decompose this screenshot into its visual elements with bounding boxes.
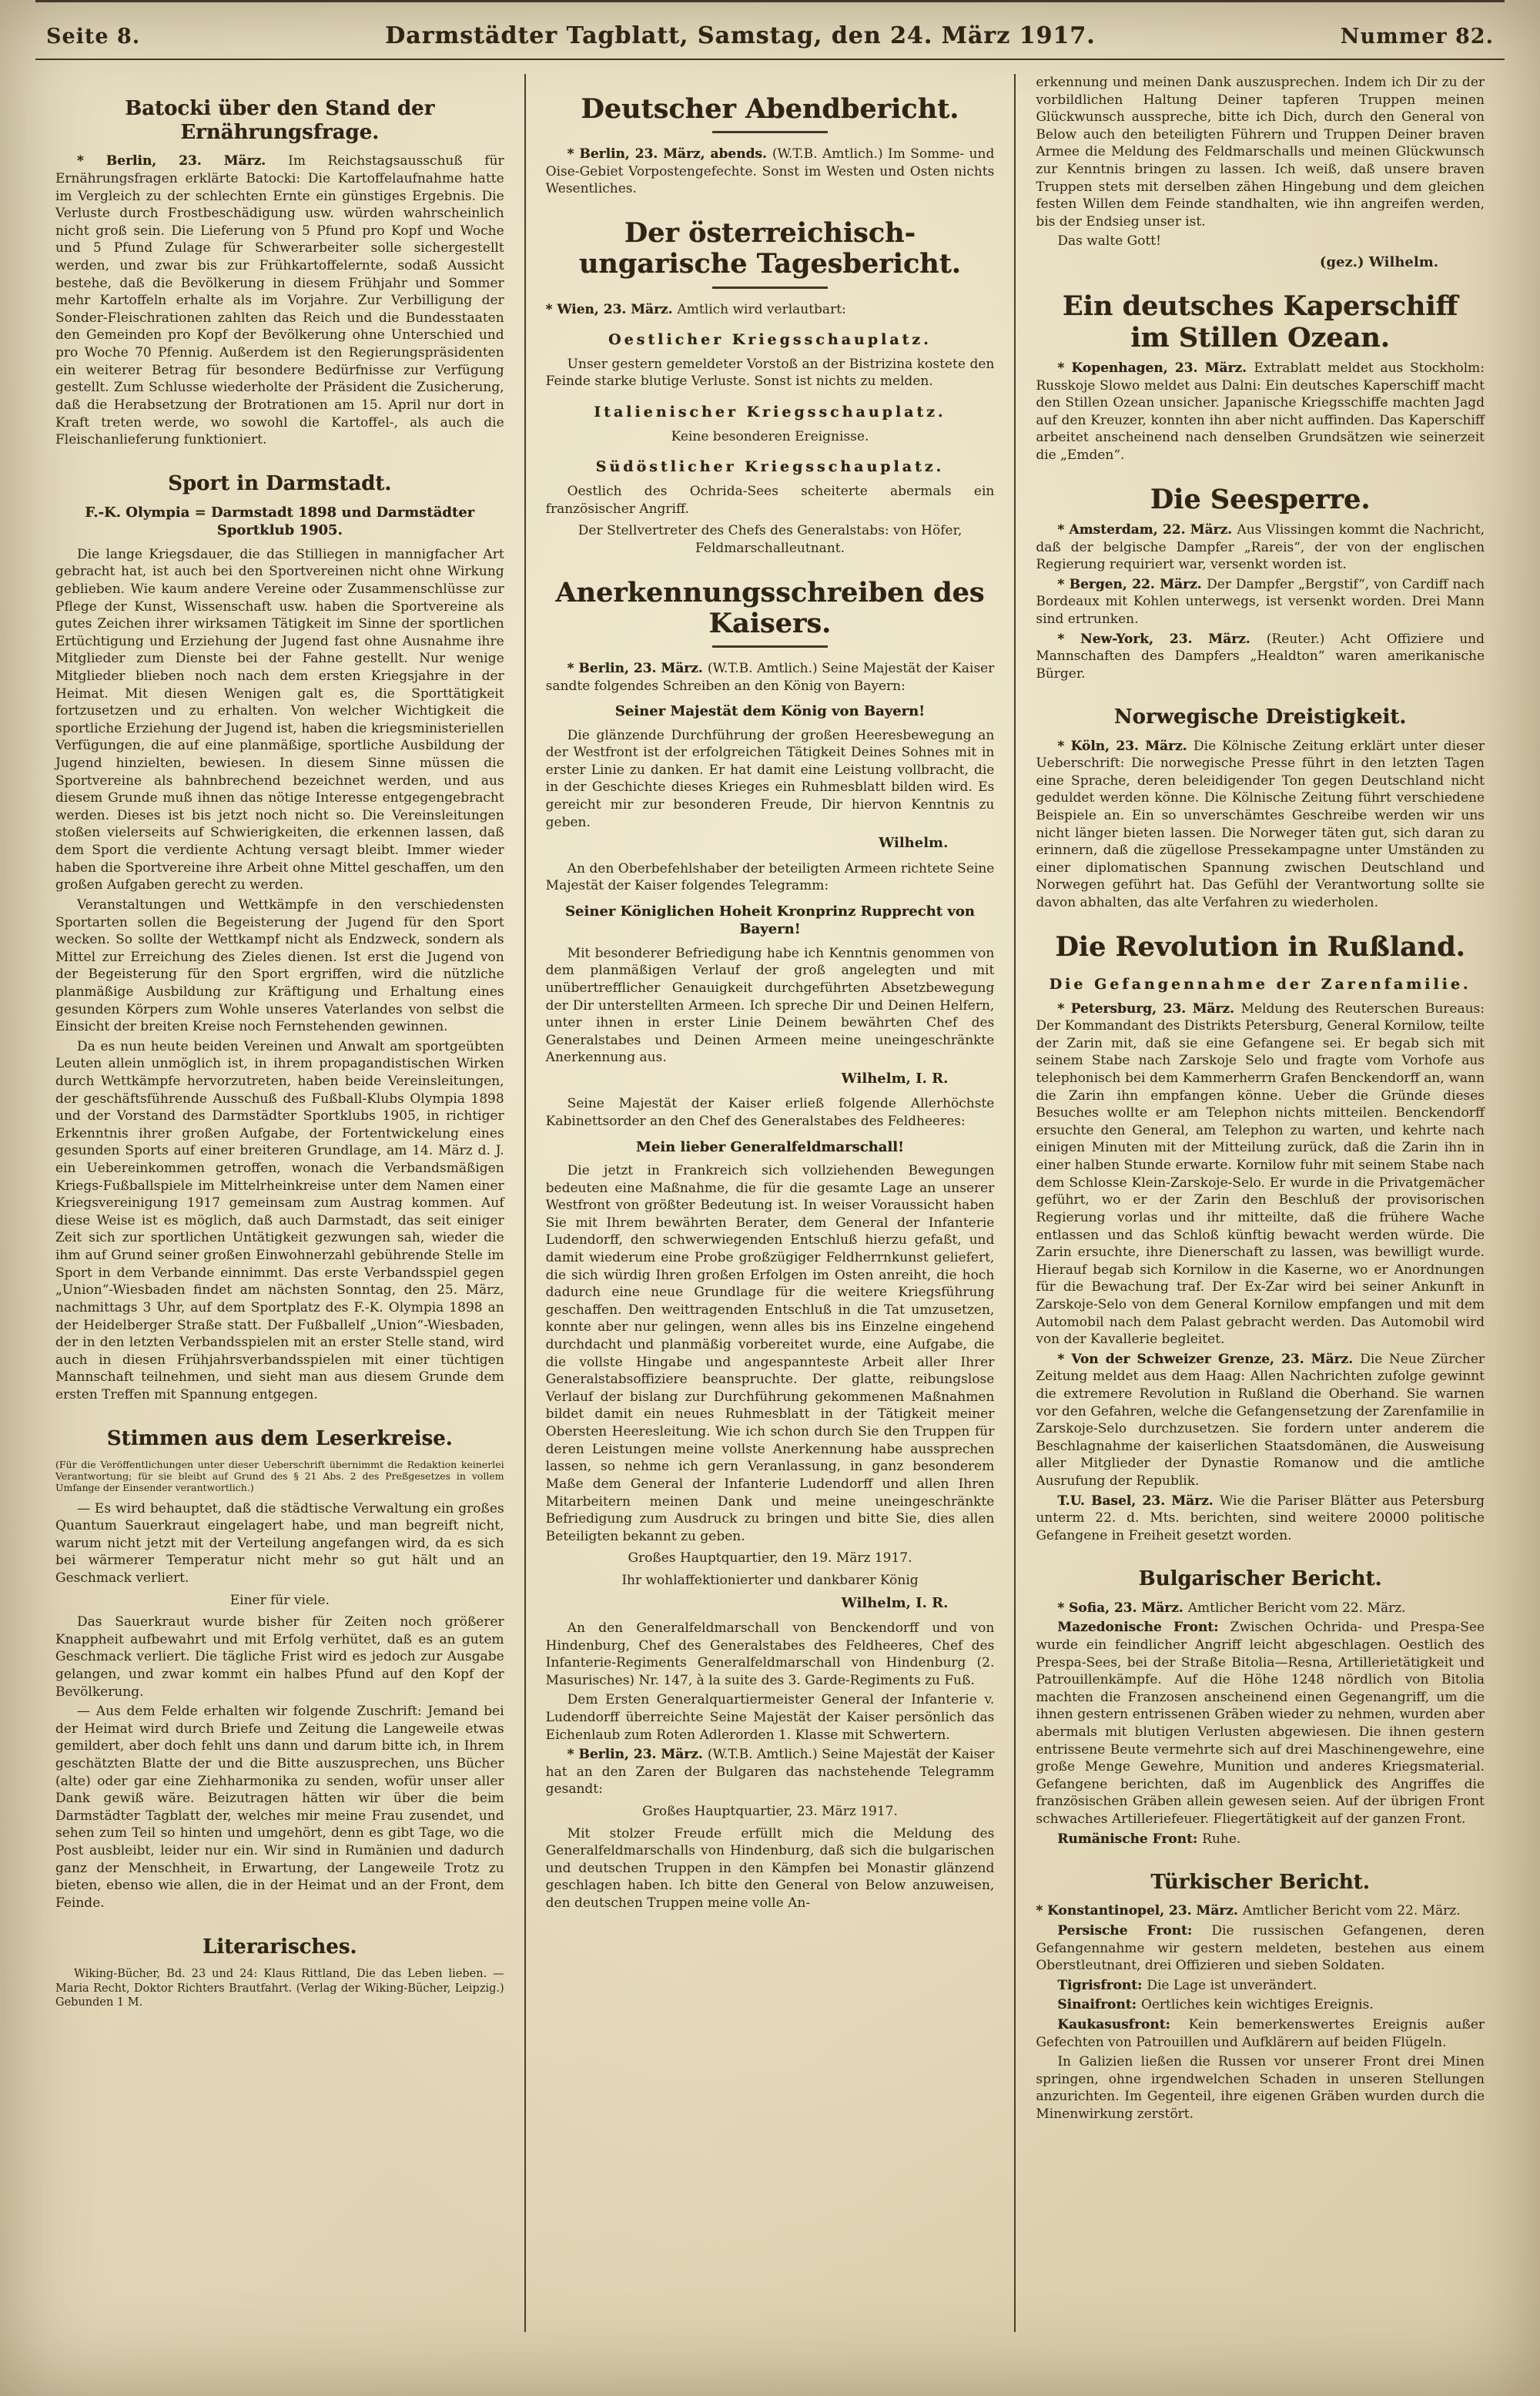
paragraph-text: Die Kölnische Zeitung erklärt unter dieser Ueberschrift: Die norwegische Presse führt in den letzten Tagen eine Sprache, deren beleidigender Ton gegen Deutschland nicht geduldet werden könne. Die Kölnische Zeitung führt verschiedene Beispiele an. Ein so unverschämtes Geschreibe werden wir uns nicht länger bieten lassen. Die Norweger täten gut, sich daran zu erinnern, daß die zügellose Pressekampagne unter Umständen zu einer diplomatischen Spannung zwischen Deutschland und Norwegen geführt hat. Das Gefühl der Verantwortung sollte sie davon abhalten, das alte Verfahren zu wiederholen. bbox=[1036, 738, 1485, 911]
article-heading: Literarisches. bbox=[203, 1935, 357, 1959]
article-paragraph bbox=[55, 152, 504, 448]
dateline: * Berlin, 23. März. bbox=[567, 661, 708, 677]
article-heading: Sport in Darmstadt. bbox=[168, 471, 392, 495]
article-paragraph: Unser gestern gemeldeter Vorstoß an der Bistrizina kostete den Feinde starke blutige Verluste. Sonst ist nichts zu melden. bbox=[545, 356, 995, 390]
issue-number-label: Nummer 82. bbox=[1340, 25, 1494, 49]
paragraph-text: Meldung des Reuterschen Bureaus: Der Kommandant des Distrikts Petersburg, General Kornilow, teilte der Zarin mit, daß sie eine Gefangene sei. Er begab sich mit seinem Stabe nach Zarskoje Selo und fragte vom Vorhofe aus telephonisch bei dem Kammerherrn Grafen Benckendorff an, wann die Zarin ihn empfangen könne. Ueber die Gründe dieses Besuches wollte er am Telephon nichts mitteilen. Benckendorff ersuchte den General, am Telephon zu warten, und kehrte nach einigen Minuten mit der Mitteilung zurück, daß die Zarin ihn in einer halben Stunde erwarte. Kornilow fuhr mit seinem Stabe nach dem Schlosse Klein-Zarskoje-Selo. Er wurde in die Privatgemächer geführt, wo er der Zarin den Beschluß der provisorischen Regierung vorlas und ihr mitteilte, daß die frühere Wache entlassen und das Schloß künftig bewacht werden würde. Die Zarin ersuchte, ihre Dienerschaft zu lassen, was bewilligt wurde. Hierauf begab sich Kornilow in die Kaserne, wo er Anordnungen für die Bewachung traf. Der Ex-Zar wird bei seiner Ankunft in Zarskoje-Selo von dem General Kornilow empfangen und mit dem Automobil nach dem Palast gebracht werden. Das Automobil wird von der Kavallerie begleitet. bbox=[1036, 1000, 1485, 1348]
dateline: * Bergen, 22. März. bbox=[1057, 576, 1207, 592]
article-paragraph bbox=[1036, 1831, 1485, 1848]
dateline: * Berlin, 23. März. bbox=[77, 153, 289, 169]
paragraph-text: Ruhe. bbox=[1202, 1831, 1241, 1847]
paragraph-text: Die Neue Zürcher Zeitung meldet aus dem Haag: Allen Nachrichten zufolge gewinnt die extremere Revolution in Rußland die Oberhand. Sie warnen vor den Gefahren, welche die Gefangensetzung der Zarenfamilie in Zarskoje-Selo durchzusetzen. Sie fordern unter anderem die Beschlagnahme der kaiserlichen Staatsdomänen, die Ausweisung aller Mitglieder der Dynastie Romanow und die amtliche Ausrufung der Republik. bbox=[1036, 1351, 1485, 1490]
article-paragraph bbox=[546, 301, 995, 319]
article-subheading: Die Gefangennahme der Zarenfamilie. bbox=[1049, 975, 1471, 993]
article-heading: Türkischer Bericht. bbox=[1150, 1871, 1370, 1895]
article-paragraph: In Galizien ließen die Russen vor unserer Front drei Minen springen, ohne irgendwelchen Schaden in unseren Stellungen anzurichten. Im Gegenteil, ihre eigenen Gräben wurden durch die Minenwirkung zerstört. bbox=[1036, 2054, 1485, 2123]
article-paragraph bbox=[1036, 1493, 1485, 1545]
article bbox=[1036, 291, 1485, 464]
paragraph-text: Amtlicher Bericht vom 22. März. bbox=[1187, 1600, 1406, 1616]
article-paragraph: Einer für viele. bbox=[229, 1592, 330, 1608]
paragraph-text: Zwischen Ochrida- und Prespa-See wurde ein feindlicher Angriff leicht abgeschlagen. Oestlich des Prespa-Sees, bei der Straße Bitolia—Resna, Artillerietätigkeit und Patrouillenkämpfe. Auf die Höhe 1248 nördlich von Bitolia machten die Franzosen anscheinend einen Gegenangriff, um die ihnen gestern entrissenen Gräben wieder zu nehmen, wurden aber abermals mit blutigen Verlusten abgewiesen. Die ihnen gestern entrissene Beute vermehrte sich auf drei Maschinengewehre, eine große Menge Gewehre, Munition und anderes Kriegsmaterial. Gefangene berichten, daß im Augenblick des Angriffes die französischen Gräben allein gewesen seien. Auf der übrigen Front schwaches Artilleriefeuer. Fliegertätigkeit auf der ganzen Front. bbox=[1036, 1620, 1485, 1827]
column-2 bbox=[524, 74, 1015, 2332]
article-paragraph bbox=[546, 660, 995, 695]
article-paragraph: Mit besonderer Befriedigung habe ich Kenntnis genommen von dem planmäßigen Verlauf der groß angelegten und mit unübertrefflicher Genauigkeit durchgeführten Absetzbewegung der Dir unterstellten Armeen. Ich spreche Dir und Deinen Helfern, unter ihnen in erster Linie Deinem bewährten Chef des Generalstabes und Deinen Armeen meine uneingeschränkte Anerkennung aus. bbox=[545, 945, 995, 1066]
article-paragraph: Da es nun heute beiden Vereinen und Anwalt am sportgeübten Leuten allein unmöglich ist, in ihrem propagandistischen Wirken durch Wettkämpfe hervorzutreten, haben beide Vereinsleitungen, der geschäftsführende Ausschuß des Fußball-Klubs Olympia 1898 und der Vorstand des Darmstädter Sportklubs 1905, in richtiger Erkenntnis ihrer großen Aufgabe, der Fortentwickelung eines gesunden Sports auf einer breiteren Grundlage, am 14. März d. J. ein Uebereinkommen getroffen, wonach die Verbandsmäßigen Kriegs-Fußballspiele im Mittelrheinkreise unter dem Namen einer Kriegsvereinigung 1917 gemeinsam zum Austrag kommen. Auf diese Weise ist es möglich, daß auch Darmstadt, das seit einiger Zeit sich zur sportlichen Untätigkeit gezwungen sah, wieder die ihm auf Grund seiner großen Einwohnerzahl gebührende Stelle im Sport in dem Verbande einnimmt. Das erste Verbandsspiel gegen „Union“-Wiesbaden findet am nächsten Sonntag, den 25. März, nachmittags 3 Uhr, auf dem Sportplatz des F.-K. Olympia 1898 an der Heidelberger Straße statt. Der Fußballelf „Union“-Wiesbaden, der in den letzten Verbandsspielen mit an erster Stelle stand, wird auch in diesen Frühjahrsverbandsspielen mit einer tüchtigen Mannschaft teilnehmen, und sieht man aus diesem Grunde dem ersten Treffen mit Spannung entgegen. bbox=[55, 1038, 504, 1402]
article-paragraph: Wilhelm, I. R. bbox=[841, 1594, 949, 1611]
article-paragraph: Großes Hauptquartier, 23. März 1917. bbox=[642, 1804, 898, 1820]
paragraph-text: Amtlicher Bericht vom 22. März. bbox=[1242, 1903, 1461, 1919]
dateline: * Berlin, 23. März. bbox=[567, 1747, 708, 1763]
paragraph-text: Im Reichstagsausschuß für Ernährungsfragen erklärte Batocki: Die Kartoffelaufnahme hatte im Vergleich zu der schlechten Ernte ein günstiges Ergebnis. Die Verluste durch Frostbeschädigung usw. würden wahrscheinlich nicht groß sein. Die Lieferung von 5 Pfund pro Kopf und Woche und 5 Pfund Zulage für Schwerarbeiter solle sichergestellt werden, und zwar bis zur Frühkartoffelernte, sodaß Aussicht bestehe, daß die Bevölkerung in diesem Frühjahr und Sommer mehr Kartoffeln erhalte als im Vorjahre. Zur Verbilligung der Sonder-Fleischrationen zahlten das Reich und die Bundesstaaten den Gemeinden pro Kopf der Bevölkerung ohne Unterschied und pro Woche 70 Pfennig. Außerdem ist den Regierungspräsidenten ein weiterer Betrag für besondere Bedürfnisse zur Verfügung gestellt. Zum Schlusse wiederholte der Präsident die Zusicherung, daß die Herabsetzung der Brotrationen am 15. April nur dort in Kraft treten werde, wo sowohl die Kartoffel-, als auch die Fleischanlieferung funktioniert. bbox=[55, 153, 504, 448]
paragraph-text: Amtlich wird verlautbart: bbox=[677, 301, 846, 317]
article bbox=[55, 472, 504, 1404]
article-paragraph: Die jetzt in Frankreich sich vollziehenden Bewegungen bedeuten eine Maßnahme, die für die gesamte Lage an unserer Westfront von größter Bedeutung ist. In weiser Voraussicht haben Sie mit Ihrem bewährten Berater, dem General der Infanterie Ludendorff, den schwerwiegenden Entschluß hierzu gefaßt, und damit wiederum eine Probe großzügiger Feldherrnkunst geliefert, die sich würdig Ihren großen Erfolgen im Osten anreiht, die hoch dadurch eine neue Grundlage für die weitere Kriegsführung geschaffen. Den weittragenden Entschluß in die Tat umzusetzen, konnte aber nur gelingen, wenn alles bis ins Einzelne eingehend durchdacht und planmäßig vorbereitet wurde, eine Aufgabe, die die vollste Hingabe und angespannteste Arbeit aller Ihrer Generalstabsoffiziere beanspruchte. Der glatte, reibungslose Verlauf der bislang zur Durchführung gekommenen Maßnahmen bildet damit ein neues Ruhmesblatt in der Tätigkeit meiner Obersten Heeresleitung. Wie ich schon durch Sie den Truppen für deren Leistungen meine vollste Anerkennung habe aussprechen lassen, so nehme ich gern Veranlassung, in ganz besonderem Maße dem General der Infanterie Ludendorff und allen Ihren Mitarbeitern meinen Dank und meine uneingeschränkte Befriedigung zum Ausdruck zu bringen und bitte Sie, dies allen Beteiligten bekannt zu geben. bbox=[545, 1162, 995, 1544]
article bbox=[1036, 705, 1485, 911]
heading-rule bbox=[712, 131, 828, 133]
article-paragraph bbox=[1036, 360, 1485, 464]
masthead bbox=[0, 2, 1540, 55]
article-heading: Ein deutsches Kaperschiff im Stillen Ozean. bbox=[1063, 290, 1458, 354]
paragraph-text: Extrablatt meldet aus Stockholm: Russkoje Slowo meldet aus Dalni: Ein deutsches Kaperschiff macht den Stillen Ozean unsicher. Japanische Kriegsschiffe machten Jagd auf den Kreuzer, konnten ihn aber nicht auffinden. Das Kaperschiff arbeitet anscheinend nach denselben Grundsätzen wie seinerzeit die „Emden“. bbox=[1036, 360, 1485, 464]
article-heading: Stimmen aus dem Leserkreise. bbox=[106, 1426, 453, 1450]
article-paragraph bbox=[1036, 1977, 1485, 1995]
article-paragraph: Seiner Majestät dem König von Bayern! bbox=[614, 703, 926, 720]
dateline: * Petersburg, 23. März. bbox=[1057, 1000, 1241, 1017]
article-paragraph bbox=[1036, 1000, 1485, 1349]
dateline: Tigrisfront: bbox=[1057, 1977, 1147, 1993]
article-paragraph bbox=[1036, 738, 1485, 912]
dateline: Kaukasusfront: bbox=[1057, 2017, 1189, 2033]
dateline: * Kopenhagen, 23. März. bbox=[1057, 360, 1254, 376]
article-paragraph bbox=[1036, 1922, 1485, 1975]
paragraph-text: Oertliches kein wichtiges Ereignis. bbox=[1140, 1997, 1374, 2013]
dateline: * New-York, 23. März. bbox=[1057, 631, 1267, 647]
article-paragraph: Wiking-Bücher, Bd. 23 und 24: Klaus Rittland, Die das Leben lieben. — Maria Recht, Doktor Richters Brautfahrt. (Verlag der Wiking-Bücher, Leipzig.) Gebunden 1 M. bbox=[55, 1967, 504, 2009]
article-subheading: Südöstlicher Kriegsschauplatz. bbox=[595, 458, 945, 476]
dateline: * Wien, 23. März. bbox=[545, 301, 678, 317]
article-paragraph: Das Sauerkraut wurde bisher für Zeiten noch größerer Knappheit aufbewahrt und mit Erfolg verhütet, daß es an gutem Geschmack verliert. Die tägliche Frist wird es jedoch zur Ausgabe gelangen, und zwar kommt ein halbes Pfund auf den Kopf der Bevölkerung. bbox=[55, 1614, 504, 1700]
paragraph-text: Kein bemerkenswertes Ereignis außer Gefechten von Patrouillen und Aufklärern auf beiden Flügeln. bbox=[1036, 2017, 1485, 2050]
article-paragraph: Die lange Kriegsdauer, die das Stilliegen in mannigfacher Art gebracht hat, ist auch bei den Sportvereinen nicht ohne Wirkung geblieben. Wie kaum andere Vereine oder Zusammenschlüsse zur Pflege der Kunst, Wissenschaft usw. haben die Sportvereine als gutes Zeichen ihrer wirksamen Tätigkeit im Sinne der sportlichen Ertüchtigung und Erziehung der Jugend fast ohne Ausnahme ihre Mitglieder zum Dienste bei der Fahne gestellt. Nur wenige Mitglieder blieben noch nach dem ersten Kriegsjahre in der Heimat. Mit diesen Wenigen galt es, die Sporttätigkeit fortzusetzen und zu erhalten. Von welcher Wichtigkeit die sportliche Erziehung der Jugend ist, haben die kriegsministeriellen Verfügungen, die auf eine planmäßige, sportliche Ausbildung der Jugend hinzielten, bewiesen. In diesem Sinne müssen die Sportvereine als bahnbrechend bezeichnet werden, und aus diesem Grunde muß ihnen das nötige Interesse entgegengebracht werden. Dieses ist bis jetzt noch nicht so. Die Vereinsleitungen stoßen vielerseits auf Schwierigkeiten, die erkennen lassen, daß dem Sport die verdiente Achtung versagt bleibt. Immer wieder haben die Sportvereine ihre Arbeit ohne Mittel geschaffen, um den großen Aufgaben gerecht zu werden. bbox=[55, 546, 504, 893]
article bbox=[55, 1427, 504, 1912]
article-paragraph: Der Stellvertreter des Chefs des Generalstabs: von Höfer, Feldmarschalleutnant. bbox=[578, 523, 962, 556]
article-paragraph: Veranstaltungen und Wettkämpfe in den verschiedensten Sportarten sollen die Begeisterung der Jugend für den Sport wecken. So sollte der Wettkampf nicht als Endzweck, sondern als Mittel zur Erreichung des Zieles dienen. Ist erst die Jugend von der Begeisterung für den Sport ergriffen, wird die nützliche planmäßige Ausbildung zur Kräftigung und Erhaltung eines gesunden Körpers zum Wohle unseres Vaterlandes von selbst die Einsicht der breiten Kreise noch Fernstehenden gewinnen. bbox=[55, 896, 504, 1035]
page-number-label: Seite 8. bbox=[46, 25, 141, 49]
paragraph-text: (W.T.B. Amtlich.) Seine Majestät der Kaiser sandte folgendes Schreiben an den König von Bayern: bbox=[545, 661, 995, 694]
article-paragraph: (gez.) Wilhelm. bbox=[1319, 254, 1439, 271]
dateline: * Von der Schweizer Grenze, 23. März. bbox=[1057, 1351, 1361, 1367]
article-paragraph: Wilhelm, I. R. bbox=[841, 1070, 949, 1087]
article-paragraph: Großes Hauptquartier, den 19. März 1917. bbox=[628, 1550, 912, 1567]
article-paragraph: An den Oberbefehlshaber der beteiligten Armeen richtete Seine Majestät der Kaiser folgendes Telegramm: bbox=[545, 860, 995, 894]
dateline: Persische Front: bbox=[1057, 1923, 1212, 1939]
dateline: * Berlin, 23. März, abends. bbox=[567, 146, 772, 163]
article-paragraph: Mein lieber Generalfeldmarschall! bbox=[635, 1138, 905, 1155]
columns-container bbox=[0, 60, 1540, 2355]
heading-rule bbox=[712, 287, 828, 289]
article-subheading: Italienischer Kriegsschauplatz. bbox=[594, 404, 946, 421]
paragraph-text: (W.T.B. Amtlich.) Im Somme- und Oise-Gebiet Vorpostengefechte. Sonst im Westen und Osten nichts Wesentliches. bbox=[545, 146, 995, 197]
article-paragraph: Das walte Gott! bbox=[1057, 233, 1161, 250]
article bbox=[1036, 1871, 1485, 2123]
article-paragraph bbox=[1036, 1600, 1485, 1617]
dateline: T.U. Basel, 23. März. bbox=[1057, 1493, 1220, 1509]
article-paragraph: F.-K. Olympia = Darmstadt 1898 und Darmstädter Sportklub 1905. bbox=[85, 504, 475, 539]
newspaper-title: Darmstädter Tagblatt, Samstag, den 24. März 1917. bbox=[385, 22, 1096, 49]
article bbox=[546, 218, 995, 557]
article-paragraph: Ihr wohlaffektionierter und dankbarer König bbox=[621, 1572, 919, 1588]
paragraph-text: Die russischen Gefangenen, deren Gefangennahme wir gestern meldeten, bestehen aus einem Oberstleutnant, drei Offizieren und sieben Soldaten. bbox=[1036, 1923, 1485, 1974]
article-paragraph: Keine besonderen Ereignisse. bbox=[671, 428, 869, 444]
article-heading: Deutscher Abendbericht. bbox=[581, 93, 959, 125]
article-heading: Anerkennungsschreiben des Kaisers. bbox=[555, 576, 985, 639]
article-paragraph bbox=[546, 146, 995, 198]
paragraph-text: (W.T.B. Amtlich.) Seine Majestät der Kaiser hat an den Zaren der Bulgaren das nachstehende Telegramm gesandt: bbox=[545, 1747, 995, 1798]
article-heading: Batocki über den Stand der Ernährungsfrage. bbox=[125, 97, 435, 145]
dateline: Rumänische Front: bbox=[1057, 1831, 1203, 1847]
article-paragraph: Mit stolzer Freude erfüllt mich die Meldung des Generalfeldmarschalls von Hindenburg, daß sich die bulgarischen und deutschen Truppen in den Kämpfen bei Monastir glänzend geschlagen haben. Ich bitte den General von Below anzuweisen, den deutschen Truppen meine volle An- bbox=[545, 1825, 995, 1912]
column-1 bbox=[35, 74, 524, 2332]
article-paragraph bbox=[546, 1746, 995, 1798]
article-paragraph bbox=[1036, 1902, 1485, 1920]
paragraph-text: (Reuter.) Acht Offiziere und Mannschaften des Dampfers „Healdton“ waren amerikanische Bürger. bbox=[1036, 631, 1485, 682]
dateline: Mazedonische Front: bbox=[1057, 1620, 1230, 1636]
article-heading: Bulgarischer Bericht. bbox=[1138, 1567, 1382, 1591]
paragraph-text: Aus Vlissingen kommt die Nachricht, daß der belgische Dampfer „Rareis“, der von der englischen Regierung requiriert war, versenkt worden ist. bbox=[1036, 521, 1485, 573]
article-paragraph: Seine Majestät der Kaiser erließ folgende Allerhöchste Kabinettsorder an den Chef des Generalstabes des Feldheeres: bbox=[545, 1096, 995, 1129]
article-paragraph: — Aus dem Felde erhalten wir folgende Zuschrift: Jemand bei der Heimat wird durch Briefe und Zeitung die Langeweile etwas gemildert, aber doch fehlt uns dann und darum bitte ich, in Ihrem geschätzten Blatte der und die Bitte auszusprechen, uns Bücher (alte) oder gar eine Ziehharmonika zu senden, wofür unser aller Dank gewiß wäre. Beizutragen hätten wir über die beim Darmstädter Tagblatt der, welches mir meine Frau zusendet, und sehen zum Teil so hinten und umgehört, denn es gibt Tage, wo die Post ausbleibt, leider nur ein. Wir sind in Rumänien und dadurch ganz der Menschheit, in Erwartung, der Langeweile Trotz zu bieten, ebenso wie allen, die in der Heimat und an der Front, dem Feinde. bbox=[55, 1704, 504, 1911]
article-paragraph: — Es wird behauptet, daß die städtische Verwaltung ein großes Quantum Sauerkraut eingelagert habe, und man begreift nicht, warum nicht jetzt mit der Verteilung angefangen wird, da es sich bei wärmerer Temperatur nicht mehr so gut hält und an Geschmack verliert. bbox=[55, 1500, 504, 1586]
article bbox=[1036, 932, 1485, 1545]
article-heading: Die Revolution in Rußland. bbox=[1055, 930, 1465, 963]
heading-rule bbox=[712, 645, 828, 648]
article bbox=[1036, 74, 1485, 271]
article-paragraph: Oestlich des Ochrida-Sees scheiterte abermals ein französischer Angriff. bbox=[545, 484, 995, 517]
article-paragraph bbox=[1036, 1619, 1485, 1828]
dateline: * Amsterdam, 22. März. bbox=[1057, 521, 1237, 538]
article-paragraph bbox=[1036, 1996, 1485, 2014]
dateline: * Sofia, 23. März. bbox=[1057, 1600, 1188, 1616]
dateline: * Konstantinopel, 23. März. bbox=[1036, 1903, 1243, 1919]
article-paragraph bbox=[1036, 631, 1485, 683]
dateline: Sinaifront: bbox=[1057, 1997, 1141, 2013]
article bbox=[55, 1935, 504, 2011]
article-paragraph: Wilhelm. bbox=[879, 835, 949, 852]
paragraph-text: Wie die Pariser Blätter aus Petersburg unterm 22. d. Mts. berichten, sind weitere 20000 politische Gefangene in Freiheit gesetzt worden. bbox=[1036, 1493, 1485, 1543]
article-paragraph bbox=[1036, 521, 1485, 574]
article bbox=[1036, 1567, 1485, 1848]
article-subheading: Oestlicher Kriegsschauplatz. bbox=[608, 331, 932, 349]
article bbox=[546, 94, 995, 198]
article-paragraph: An den Generalfeldmarschall von Benckendorff und von Hindenburg, Chef des Generalstabes des Feldheeres, Chef des Infanterie-Regiments Generalfeldmarschall von Hindenburg (2. Masurisches) Nr. 147, à la suite des 3. Garde-Regiments zu Fuß. bbox=[545, 1620, 995, 1688]
article-paragraph: erkennung und meinen Dank auszusprechen. Indem ich Dir zu der vorbildlichen Haltung Deiner tapferen Truppen meinen Glückwunsch ausspreche, bitte ich Dich, durch den General von Below auch den beteiligten Führern und Truppen Deiner braven Armee die Meldung des Feldmarschalls und meinen Glückwunsch zur Kenntnis bringen zu lassen. Ich weiß, daß unsere braven Truppen stets mit derselben zähen Hingebung und dem gleichen festen Willen dem Feinde standhalten, wie ihn angreifen werden, bis der Endsieg unser ist. bbox=[1036, 75, 1485, 230]
article-paragraph bbox=[1036, 1351, 1485, 1490]
article-paragraph bbox=[1036, 576, 1485, 628]
article bbox=[55, 97, 504, 449]
article-paragraph bbox=[1036, 2016, 1485, 2051]
article-paragraph: (Für die Veröffentlichungen unter dieser Ueberschrift übernimmt die Redaktion keinerlei Verantwortung; für sie bleibt auf Grund des § 21 Abs. 2 des Preßgesetzes in vollem Umfange der Einsender verantwortlich.) bbox=[55, 1458, 504, 1494]
article bbox=[1036, 484, 1485, 683]
article-heading: Norwegische Dreistigkeit. bbox=[1113, 705, 1407, 729]
article-heading: Der österreichisch-ungarische Tagesbericht. bbox=[578, 217, 962, 280]
article-paragraph: Dem Ersten Generalquartiermeister General der Infanterie v. Ludendorff überreichte Seine Majestät der Kaiser persönlich das Eichenlaub zum Roten Adlerorden 1. Klasse mit Schwertern. bbox=[545, 1692, 995, 1743]
paragraph-text: Die Lage ist unverändert. bbox=[1147, 1977, 1317, 1993]
dateline: * Köln, 23. März. bbox=[1057, 738, 1194, 754]
article-heading: Die Seesperre. bbox=[1150, 483, 1371, 515]
paragraph-text: Der Dampfer „Bergstif“, von Cardiff nach Bordeaux mit Kohlen unterwegs, ist versenkt worden. Drei Mann sind ertrunken. bbox=[1036, 576, 1485, 627]
article-paragraph: Die glänzende Durchführung der großen Heeresbewegung an der Westfront ist der erfolgreichen Tätigkeit Deines Sohnes mit in erster Linie zu danken. Er hat damit eine Leistung vollbracht, die in der Geschichte dieses Krieges ein Ruhmesblatt bilden wird. Es gereicht mir zur besonderen Freude, Dir hiervon Kenntnis zu geben. bbox=[545, 727, 995, 830]
article-paragraph: Seiner Königlichen Hoheit Kronprinz Rupprecht von Bayern! bbox=[565, 903, 975, 938]
column-3 bbox=[1014, 74, 1505, 2332]
article bbox=[546, 578, 995, 1912]
